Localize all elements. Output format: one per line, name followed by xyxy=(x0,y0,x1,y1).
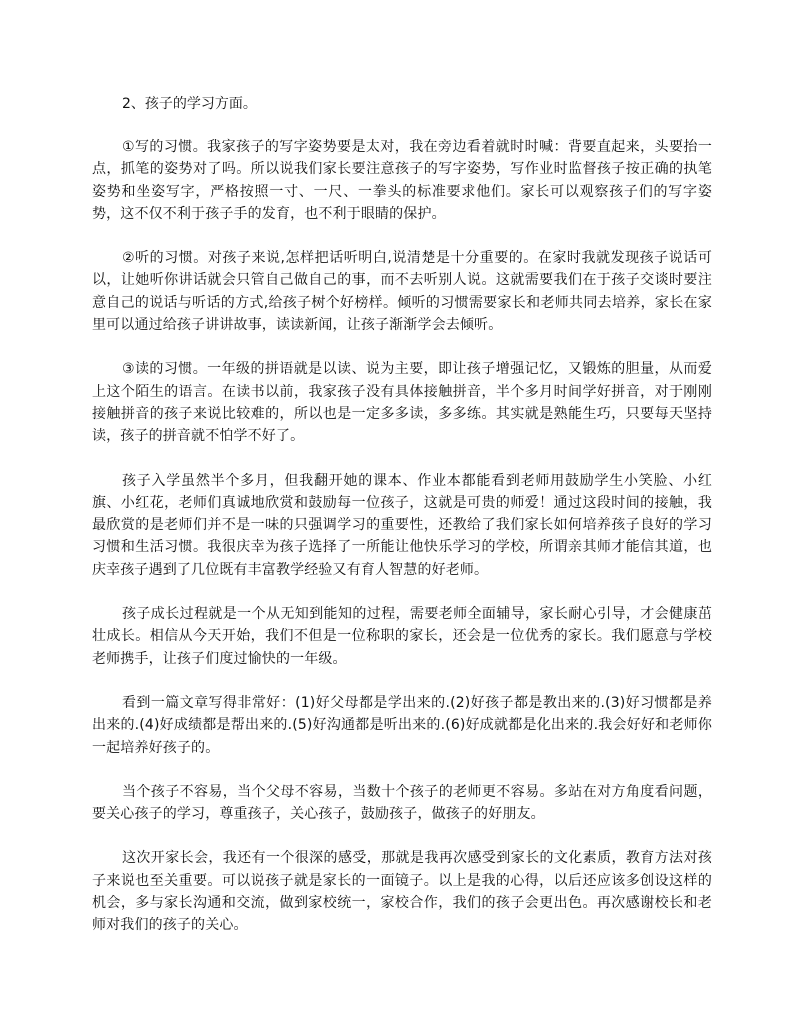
document-body xyxy=(92,94,712,959)
paragraph-teacher-appreciation: 孩子入学虽然半个多月，但我翻开她的课本、作业本都能看到老师用鼓励学生小笑脸、小红旗、小红花，老师们真诚地欣赏和鼓励每一位孩子，这就是可贵的师爱！通过这段时间的接触，我最欣赏的是老师们并不是一味的只强调学习的重要性，还教给了我们家长如何培养孩子良好的学习习惯和生活习惯。我很庆幸为孩子选择了一所能让他快乐学习的学校，所谓亲其师才能信其道，也庆幸孩子遇到了几位既有丰富教学经验又有育人智慧的好老师。 xyxy=(92,472,712,578)
paragraph-reading-habit: ③读的习惯。一年级的拼语就是以读、说为主要，即让孩子增强记忆，又锻炼的胆量，从而爱上这个陌生的语言。在读书以前，我家孩子没有具体接触拼音，半个多月时间学好拼音，对于刚刚接触拼音的孩子来说比较难的，所以也是一定多多读，多多练。其实就是熟能生巧，只要每天坚持读，孩子的拼音就不怕学不好了。 xyxy=(92,361,712,445)
section-heading: 2、孩子的学习方面。 xyxy=(122,96,257,112)
paragraph-growth-process: 孩子成长过程就是一个从无知到能知的过程，需要老师全面辅导，家长耐心引导，才会健康茁壮成长。相信从今天开始，我们不但是一位称职的家长，还会是一位优秀的家长。我们愿意与学校老师携手，让孩子们度过愉快的一年级。 xyxy=(92,606,712,667)
paragraph-writing-habit: ①写的习惯。我家孩子的写字姿势要是太对，我在旁边看着就时时喊：背要直起来，头要抬一点，抓笔的姿势对了吗。所以说我们家长要注意孩子的写字姿势，写作业时监督孩子按正确的执笔姿势和坐姿写字，严格按照一寸、一尺、一拳头的标准要求他们。家长可以观察孩子们的写字姿势，这不仅不利于孩子手的发育，也不利于眼睛的保护。 xyxy=(92,139,712,222)
paragraph-article-quote: 看到一篇文章写得非常好：(1)好父母都是学出来的.(2)好孩子都是教出来的.(3)好习惯都是养出来的.(4)好成绩都是帮出来的.(5)好沟通都是听出来的.(6)好成就都是化出来的.我会好好和老师你一起培养好孩子的。 xyxy=(92,694,712,756)
paragraph-conclusion: 这次开家长会，我还有一个很深的感受，那就是我再次感受到家长的文化素质，教育方法对孩子来说也至关重要。可以说孩子就是家长的一面镜子。以上是我的心得，以后还应该多创设这样的机会，多与家长沟通和交流，做到家校统一，家校合作，我们的孩子会更出色。再次感谢校长和老师对我们的孩子的关心。 xyxy=(92,850,712,934)
paragraph-listening-habit: ②听的习惯。对孩子来说,怎样把话听明白,说清楚是十分重要的。在家时我就发现孩子说话可以，让她听你讲话就会只管自己做自己的事，而不去听别人说。这就需要我们在于孩子交谈时要注意自己的说话与听话的方式,给孩子树个好榜样。倾听的习惯需要家长和老师共同去培养，家长在家里可以通过给孩子讲讲故事，读读新闻，让孩子渐渐学会去倾听。 xyxy=(92,250,712,334)
paragraph-empathy: 当个孩子不容易，当个父母不容易，当数十个孩子的老师更不容易。多站在对方角度看问题，要关心孩子的学习，尊重孩子，关心孩子，鼓励孩子，做孩子的好朋友。 xyxy=(92,783,712,823)
